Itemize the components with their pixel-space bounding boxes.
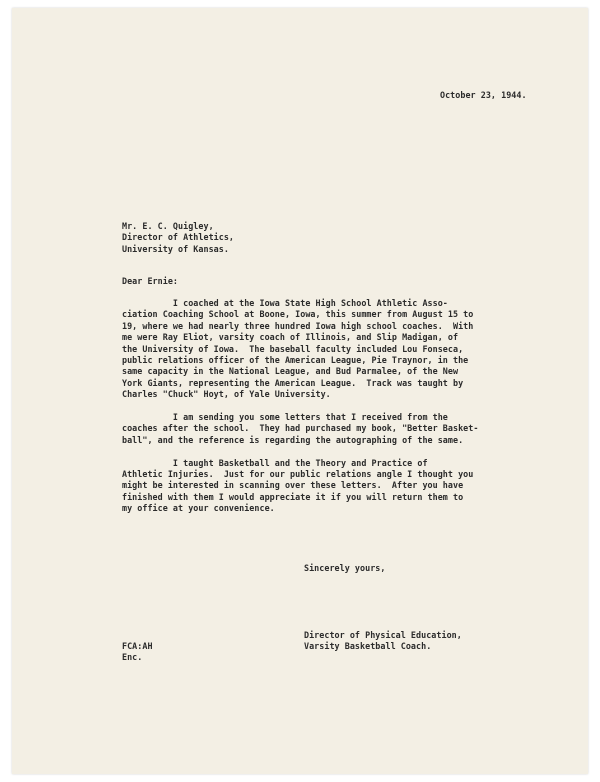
body-line: I coached at the Iowa State High School Athletic Asso- — [122, 298, 448, 308]
body-line: 19, where we had nearly three hundred Iowa high school coaches. With — [122, 320, 474, 331]
body-line: me were Ray Eliot, varsity coach of Illinois, and Slip Madigan, of — [122, 332, 459, 343]
reference-initials — [122, 641, 153, 687]
letter-date: October 23, 1944. — [440, 90, 527, 100]
body-line: finished with them I would appreciate it if you will return them to — [122, 491, 464, 502]
salutation: Dear Ernie: — [122, 276, 179, 286]
recipient-line: University of Kansas. — [122, 243, 229, 254]
body-line: same capacity in the National League, and Bud Parmalee, of the New — [122, 366, 459, 377]
letter-page — [12, 8, 588, 774]
body-line: Charles "Chuck" Hoyt, of Yale University. — [122, 389, 331, 400]
body-line: might be interested in scanning over these letters. After you have — [122, 480, 464, 491]
initials-line: FCA:AH — [122, 641, 153, 651]
body-line: my office at your convenience. — [122, 503, 275, 514]
recipient-line: Director of Athletics, — [122, 232, 235, 243]
enclosure-line: Enc. — [122, 652, 143, 663]
signature-line: Director of Physical Education, — [304, 630, 462, 640]
body-line: York Giants, representing the American League. Track was taught by — [122, 377, 464, 388]
body-line: ball", and the reference is regarding the autographing of the same. — [122, 434, 464, 445]
body-line: I am sending you some letters that I received from the — [122, 412, 448, 422]
recipient-address — [122, 221, 235, 278]
body-line: Athletic Injuries. Just for our public relations angle I thought you — [122, 469, 474, 479]
body-line: ciation Coaching School at Boone, Iowa, this summer from August 15 to — [122, 309, 474, 320]
closing: Sincerely yours, — [304, 563, 386, 573]
body-line: I taught Basketball and the Theory and Practice of — [122, 457, 428, 468]
body-line: public relations officer of the American League, Pie Traynor, in the — [122, 355, 469, 365]
body-line: the University of Iowa. The baseball faculty included Lou Fonseca, — [122, 343, 464, 354]
signature-block — [304, 630, 462, 676]
recipient-line: Mr. E. C. Quigley, — [122, 221, 214, 231]
signature-line: Varsity Basketball Coach. — [304, 641, 432, 652]
body-line: coaches after the school. They had purchased my book, "Better Basket- — [122, 423, 479, 434]
